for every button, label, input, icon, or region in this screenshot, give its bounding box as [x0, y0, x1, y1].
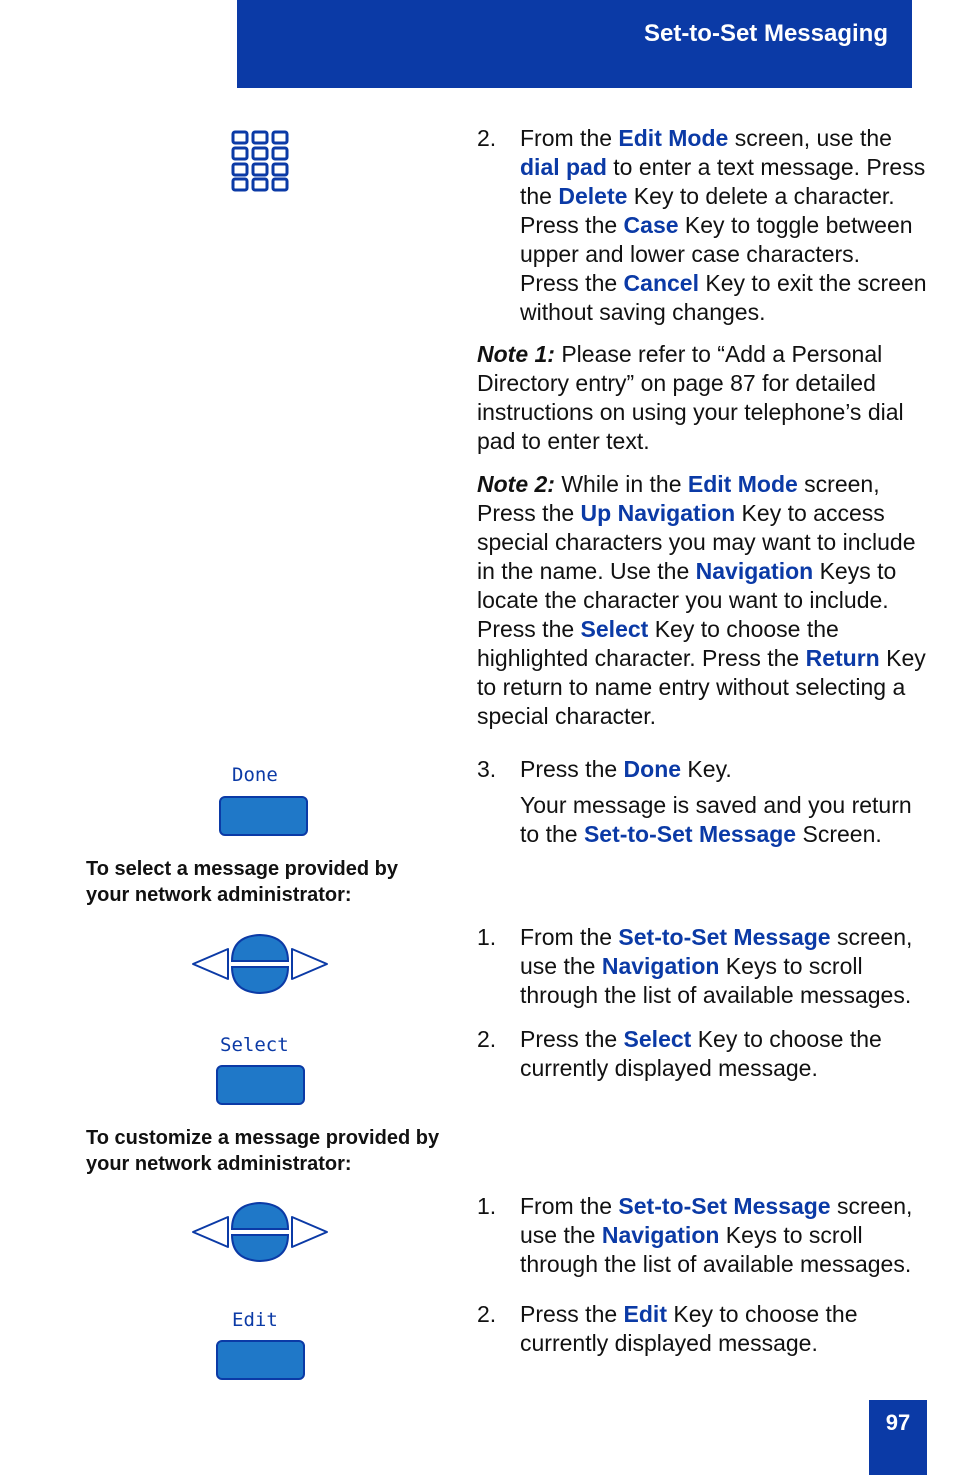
- header-bar: [237, 0, 912, 88]
- select-message-heading: To select a message provided by your network administrator:: [86, 858, 398, 906]
- select-step2-text: Press the Select Key to choose the currently displayed message.: [520, 1026, 882, 1081]
- navigation-keys-icon: [190, 1200, 330, 1264]
- step2-text: From the Edit Mode screen, use the dial pad to enter a text message. Press the Delete Key to delete a character. Press the Case Key to toggle between upper and lower case characters. Press the Cancel Key to exit the screen without saving changes.: [520, 125, 927, 325]
- edit-softkey-label: Edit: [232, 1309, 278, 1331]
- customize-message-heading: To customize a message provided by your network administrator:: [86, 1127, 440, 1175]
- step-number: 3.: [477, 756, 497, 782]
- select-softkey[interactable]: [216, 1065, 305, 1105]
- customize-step2-text: Press the Edit Key to choose the currently displayed message.: [520, 1301, 858, 1356]
- note-2: Note 2: While in the Edit Mode screen, Press the Up Navigation Key to access special characters you may want to include in the name. Use the Navigation Keys to locate the character you want to include. Press the Select Key to choose the highlighted character. Press the Return Key to return to name entry without selecting a special character.: [477, 471, 926, 729]
- page-number: 97: [885, 1410, 911, 1435]
- customize-step1-text: From the Set-to-Set Message screen, use the Navigation Keys to scroll through the list of available messages.: [520, 1193, 913, 1277]
- step-number: 1.: [477, 1193, 497, 1219]
- step-number: 2.: [477, 125, 497, 151]
- select-step1-text: From the Set-to-Set Message screen, use the Navigation Keys to scroll through the list of available messages.: [520, 924, 913, 1008]
- page-header-title: Set-to-Set Messaging: [643, 20, 888, 47]
- edit-softkey[interactable]: [216, 1340, 305, 1380]
- done-softkey-label: Done: [232, 764, 278, 786]
- note-1: Note 1: Please refer to “Add a Personal Directory entry” on page 87 for detailed instructions on using your telephone’s dial pad to enter text.: [477, 341, 904, 454]
- page-number-box: [869, 1400, 927, 1475]
- dial-pad-icon: [231, 130, 289, 192]
- step-number: 2.: [477, 1026, 497, 1052]
- step-number: 2.: [477, 1301, 497, 1327]
- select-softkey-label: Select: [220, 1034, 289, 1056]
- step3-text: Press the Done Key. Your message is saved and you return to the Set-to-Set Message Screen.: [520, 756, 912, 847]
- done-softkey[interactable]: [219, 796, 308, 836]
- step-number: 1.: [477, 924, 497, 950]
- navigation-keys-icon: [190, 932, 330, 996]
